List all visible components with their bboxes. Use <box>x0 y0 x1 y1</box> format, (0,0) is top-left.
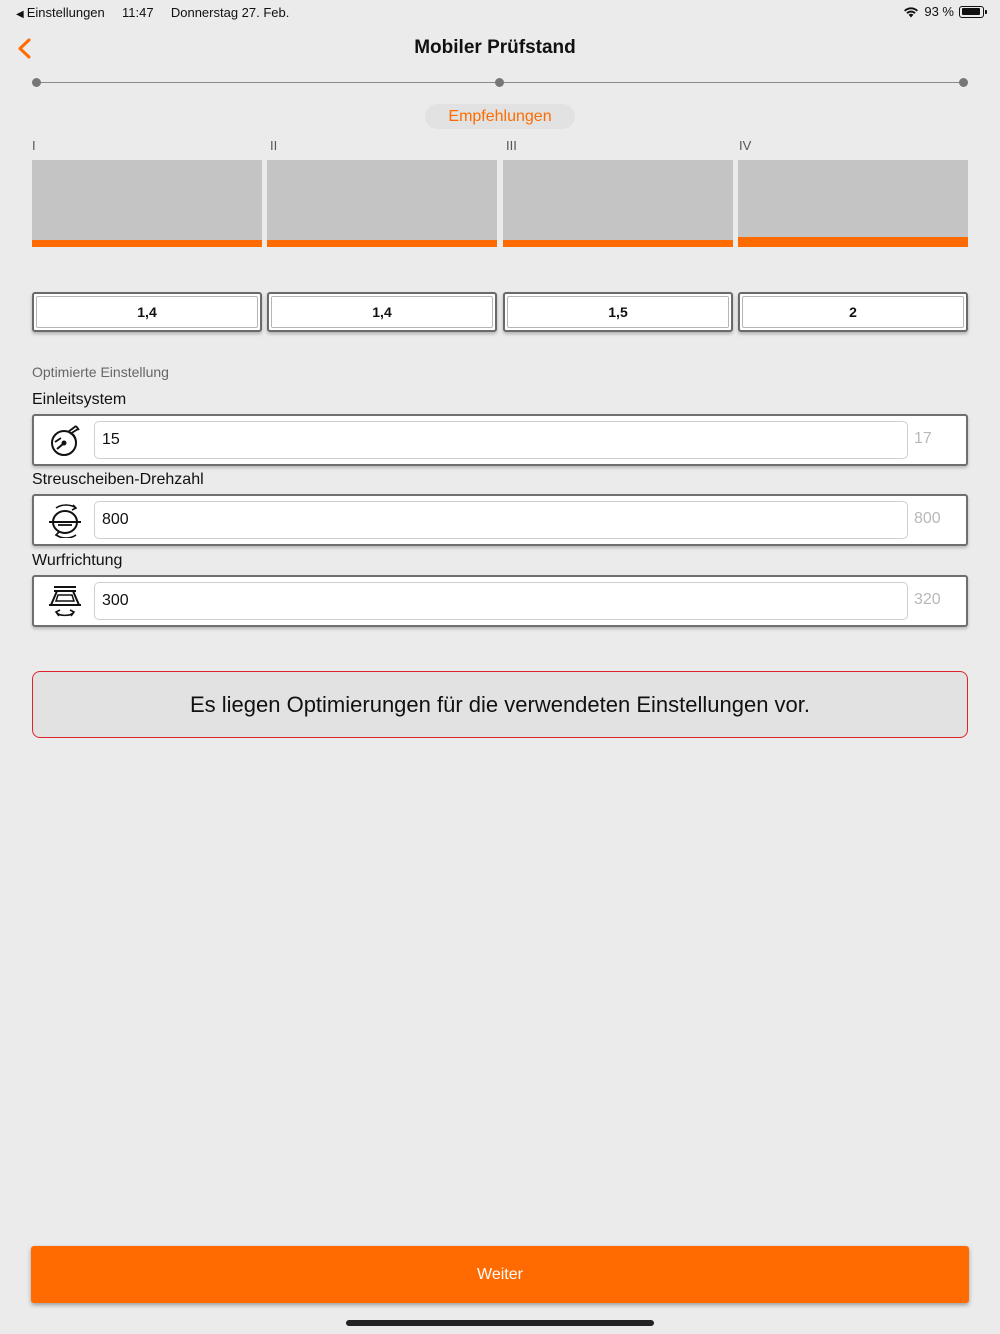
recommendation-value-4[interactable] <box>738 292 968 332</box>
next-button[interactable]: Weiter <box>31 1246 969 1303</box>
optimization-notice: Es liegen Optimierungen für die verwendeten Einstellungen vor. <box>32 671 968 738</box>
back-triangle-icon: ◀ <box>16 9 24 20</box>
wurfrichtung-input[interactable] <box>94 582 908 620</box>
recommendation-bar-3 <box>503 160 733 247</box>
bar-fill <box>32 240 262 247</box>
home-indicator <box>346 1320 654 1326</box>
battery-percent: 93 % <box>924 4 954 19</box>
column-label-3: III <box>506 138 517 153</box>
bar-fill <box>503 240 733 247</box>
step-dot-2 <box>495 78 504 87</box>
field-label-einleitsystem: Einleitsystem <box>32 391 127 408</box>
recommendation-value-3[interactable] <box>503 292 733 332</box>
status-date: Donnerstag 27. Feb. <box>170 5 290 20</box>
status-left <box>16 5 289 20</box>
einleitsystem-input[interactable] <box>94 421 908 459</box>
disc-speed-icon <box>46 502 84 538</box>
spreader-disc-intake-icon <box>46 422 84 458</box>
back-to-app-link[interactable] <box>16 5 108 20</box>
status-bar <box>0 0 1000 24</box>
value-text: 1,4 <box>271 296 493 328</box>
column-label-4: IV <box>739 138 752 153</box>
recommendation-value-2[interactable] <box>267 292 497 332</box>
einleitsystem-reference: 17 <box>914 430 932 447</box>
status-time: 11:47 <box>122 5 154 20</box>
value-text: 1,5 <box>507 296 729 328</box>
step-dot-1 <box>32 78 41 87</box>
recommendation-bar-1 <box>32 160 262 247</box>
recommendations-chip[interactable]: Empfehlungen <box>425 104 575 129</box>
step-dot-3 <box>959 78 968 87</box>
status-right <box>903 4 984 19</box>
section-label: Optimierte Einstellung <box>32 364 169 380</box>
column-label-2: II <box>270 138 278 153</box>
battery-fill <box>962 8 981 15</box>
value-text: 2 <box>742 296 964 328</box>
recommendation-bar-2 <box>267 160 497 247</box>
streuscheiben-drehzahl-reference: 800 <box>914 510 941 527</box>
page-title: Mobiler Prüfstand <box>414 37 576 58</box>
bar-fill <box>738 237 968 247</box>
back-app-label: Einstellungen <box>26 5 105 20</box>
recommendation-bar-4 <box>738 160 968 247</box>
field-row-einleitsystem <box>32 414 968 466</box>
field-label-wurfrichtung: Wurfrichtung <box>32 552 123 569</box>
field-row-streuscheiben-drehzahl <box>32 494 968 546</box>
battery-icon <box>959 6 984 18</box>
bar-fill <box>267 240 497 247</box>
field-label-streuscheiben-drehzahl: Streuscheiben-Drehzahl <box>32 471 204 488</box>
recommendation-value-1[interactable] <box>32 292 262 332</box>
spread-direction-icon <box>46 583 84 619</box>
streuscheiben-drehzahl-input[interactable] <box>94 501 908 539</box>
column-label-1: I <box>32 138 36 153</box>
field-row-wurfrichtung <box>32 575 968 627</box>
wifi-icon <box>903 6 919 18</box>
wurfrichtung-reference: 320 <box>914 591 941 608</box>
value-text: 1,4 <box>36 296 258 328</box>
